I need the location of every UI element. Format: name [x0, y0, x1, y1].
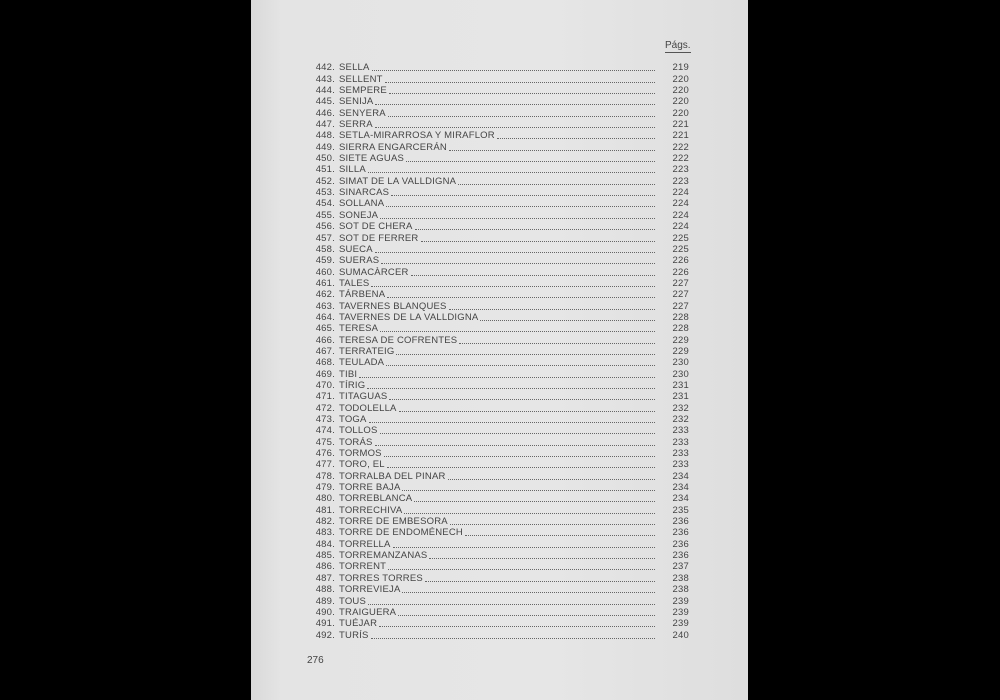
dot-leader — [372, 70, 655, 71]
dot-leader — [398, 615, 655, 616]
entry-number: 466. — [315, 334, 335, 346]
index-entry — [301, 278, 689, 289]
index-entry — [301, 380, 689, 391]
dot-leader — [375, 252, 655, 253]
entry-number: 459. — [315, 255, 335, 267]
dot-leader — [480, 320, 655, 321]
entry-name: TURÍS — [339, 629, 369, 641]
index-entry — [301, 96, 689, 107]
dot-leader — [388, 116, 655, 117]
index-entry — [301, 550, 689, 561]
entry-page: 228 — [672, 323, 689, 335]
entry-name: TOUS — [339, 595, 367, 607]
index-entry — [301, 448, 689, 459]
entry-name: SOT DE FERRER — [339, 232, 419, 244]
entry-page: 220 — [672, 107, 689, 119]
entry-name: TORRECHIVA — [339, 504, 403, 516]
index-entry — [301, 289, 689, 300]
entry-name: TÍRIG — [339, 379, 366, 391]
index-entry — [301, 436, 689, 447]
index-entry — [301, 175, 689, 186]
dot-leader — [368, 604, 655, 605]
entry-page: 222 — [672, 153, 689, 165]
entry-number: 448. — [315, 130, 335, 142]
entry-number: 476. — [315, 448, 335, 460]
dot-leader — [387, 467, 655, 468]
entry-name: TODOLELLA — [339, 402, 397, 414]
dot-leader — [411, 275, 655, 276]
entry-page: 236 — [672, 550, 689, 562]
entry-page: 223 — [672, 175, 689, 187]
entry-number: 483. — [315, 527, 335, 539]
entry-name: SENIJA — [339, 96, 374, 108]
index-entry — [301, 572, 689, 583]
entry-page: 239 — [672, 606, 689, 618]
entry-page: 224 — [672, 209, 689, 221]
entry-number: 446. — [315, 107, 335, 119]
entry-name: TORREMANZANAS — [339, 550, 428, 562]
index-list — [301, 62, 689, 641]
dot-leader — [465, 535, 655, 536]
entry-number: 445. — [315, 96, 335, 108]
index-entry — [301, 391, 689, 402]
dot-leader — [369, 422, 655, 423]
entry-number: 461. — [315, 277, 335, 289]
index-entry — [301, 62, 689, 73]
entry-name: SOT DE CHERA — [339, 221, 413, 233]
entry-name: SELLENT — [339, 73, 383, 85]
entry-number: 451. — [315, 164, 335, 176]
dot-leader — [388, 569, 655, 570]
entry-number: 458. — [315, 243, 335, 255]
entry-name: TORRE BAJA — [339, 482, 401, 494]
entry-name: TITAGUAS — [339, 391, 388, 403]
index-entry — [301, 107, 689, 118]
entry-page: 221 — [672, 130, 689, 142]
entry-number: 464. — [315, 311, 335, 323]
entry-name: SUMACÀRCER — [339, 266, 409, 278]
dot-leader — [368, 172, 655, 173]
dot-leader — [371, 286, 655, 287]
entry-page: 229 — [672, 334, 689, 346]
entry-number: 474. — [315, 425, 335, 437]
index-entry — [301, 255, 689, 266]
entry-page: 239 — [672, 595, 689, 607]
entry-number: 485. — [315, 550, 335, 562]
entry-page: 225 — [672, 232, 689, 244]
entry-page: 240 — [672, 629, 689, 641]
entry-name: TORRELLA — [339, 538, 391, 550]
entry-number: 463. — [315, 300, 335, 312]
entry-name: SUECA — [339, 243, 373, 255]
index-entry — [301, 618, 689, 629]
entry-name: TORRENT — [339, 561, 387, 573]
dot-leader — [402, 490, 655, 491]
index-entry — [301, 266, 689, 277]
entry-page: 230 — [672, 368, 689, 380]
dot-leader — [386, 206, 655, 207]
dot-leader — [386, 365, 655, 366]
entry-number: 487. — [315, 572, 335, 584]
dot-leader — [450, 524, 655, 525]
entry-number: 479. — [315, 482, 335, 494]
entry-name: TERESA DE COFRENTES — [339, 334, 458, 346]
entry-name: SIERRA ENGARCERÁN — [339, 141, 447, 153]
dot-leader — [389, 93, 655, 94]
entry-number: 455. — [315, 209, 335, 221]
dot-leader — [380, 218, 655, 219]
index-entry — [301, 164, 689, 175]
index-entry — [301, 482, 689, 493]
dot-leader — [371, 638, 656, 639]
entry-name: TORRE DE EMBESORA — [339, 516, 448, 528]
entry-page: 219 — [672, 62, 689, 74]
entry-page: 220 — [672, 85, 689, 97]
entry-name: TORÁS — [339, 436, 373, 448]
entry-name: TRAIGUERA — [339, 606, 397, 618]
entry-name: SELLA — [339, 62, 370, 74]
index-entry — [301, 504, 689, 515]
entry-page: 224 — [672, 198, 689, 210]
entry-number: 467. — [315, 345, 335, 357]
entry-number: 454. — [315, 198, 335, 210]
entry-page: 229 — [672, 345, 689, 357]
entry-name: TORO, EL — [339, 459, 385, 471]
dot-leader — [448, 479, 655, 480]
entry-page: 234 — [672, 493, 689, 505]
book-page — [251, 0, 748, 700]
entry-number: 447. — [315, 119, 335, 131]
index-entry — [301, 516, 689, 527]
dot-leader — [449, 150, 655, 151]
dot-leader — [375, 445, 655, 446]
index-entry — [301, 402, 689, 413]
entry-page: 226 — [672, 266, 689, 278]
entry-name: SENYERA — [339, 107, 386, 119]
entry-page: 236 — [672, 538, 689, 550]
dot-leader — [399, 411, 655, 412]
entry-number: 484. — [315, 538, 335, 550]
entry-name: SILLA — [339, 164, 366, 176]
dot-leader — [389, 399, 655, 400]
entry-name: SUERAS — [339, 255, 380, 267]
entry-page: 220 — [672, 73, 689, 85]
entry-name: TORREBLANCA — [339, 493, 413, 505]
entry-name: SOLLANA — [339, 198, 385, 210]
index-entry — [301, 346, 689, 357]
dot-leader — [406, 161, 655, 162]
index-entry — [301, 561, 689, 572]
entry-name: SIMAT DE LA VALLDIGNA — [339, 175, 457, 187]
entry-name: SEMPERE — [339, 85, 387, 97]
entry-name: TORRALBA DEL PINAR — [339, 470, 446, 482]
entry-name: SERRA — [339, 119, 373, 131]
entry-number: 488. — [315, 584, 335, 596]
dot-leader — [367, 388, 655, 389]
entry-page: 224 — [672, 187, 689, 199]
entry-name: TORMOS — [339, 448, 382, 460]
entry-number: 453. — [315, 187, 335, 199]
entry-page: 234 — [672, 470, 689, 482]
dot-leader — [385, 82, 655, 83]
entry-name: SETLA-MIRARROSA Y MIRAFLOR — [339, 130, 495, 142]
pages-column-header: Págs. — [665, 40, 691, 51]
entry-page: 238 — [672, 584, 689, 596]
entry-page: 239 — [672, 618, 689, 630]
dot-leader — [458, 184, 655, 185]
entry-name: TORRE DE ENDOMÉNECH — [339, 527, 463, 539]
index-entry — [301, 595, 689, 606]
dot-leader — [375, 104, 655, 105]
entry-number: 456. — [315, 221, 335, 233]
entry-number: 457. — [315, 232, 335, 244]
entry-page: 225 — [672, 243, 689, 255]
index-entry — [301, 368, 689, 379]
index-entry — [301, 221, 689, 232]
index-entry — [301, 119, 689, 130]
dot-leader — [387, 297, 655, 298]
entry-number: 491. — [315, 618, 335, 630]
entry-number: 475. — [315, 436, 335, 448]
index-entry — [301, 357, 689, 368]
index-entry — [301, 187, 689, 198]
entry-page: 233 — [672, 436, 689, 448]
entry-page: 238 — [672, 572, 689, 584]
index-entry — [301, 73, 689, 84]
dot-leader — [393, 547, 655, 548]
dot-leader — [359, 377, 655, 378]
entry-page: 232 — [672, 414, 689, 425]
entry-number: 472. — [315, 402, 335, 414]
entry-name: SONEJA — [339, 209, 379, 221]
dot-leader — [380, 331, 655, 332]
dot-leader — [414, 501, 655, 502]
entry-number: 489. — [315, 595, 335, 607]
index-entry — [301, 584, 689, 595]
entry-number: 471. — [315, 391, 335, 403]
entry-number: 470. — [315, 379, 335, 391]
entry-name: TIBI — [339, 368, 358, 380]
index-entry — [301, 425, 689, 436]
index-entry — [301, 323, 689, 334]
entry-name: TEULADA — [339, 357, 385, 369]
entry-page: 227 — [672, 289, 689, 301]
dot-leader — [391, 195, 655, 196]
entry-page: 236 — [672, 516, 689, 528]
entry-number: 477. — [315, 459, 335, 471]
entry-page: 228 — [672, 311, 689, 323]
index-entry — [301, 232, 689, 243]
dot-leader — [381, 263, 655, 264]
entry-name: TUÉJAR — [339, 618, 378, 630]
dot-leader — [402, 592, 655, 593]
entry-page: 231 — [672, 379, 689, 391]
index-entry — [301, 130, 689, 141]
entry-page: 233 — [672, 448, 689, 460]
dot-leader — [415, 229, 656, 230]
index-entry — [301, 244, 689, 255]
entry-number: 444. — [315, 85, 335, 97]
entry-number: 443. — [315, 73, 335, 85]
entry-page: 235 — [672, 504, 689, 516]
entry-number: 473. — [315, 414, 335, 425]
page-number: 276 — [307, 655, 324, 666]
dot-leader — [384, 456, 655, 457]
entry-number: 449. — [315, 141, 335, 153]
entry-page: 234 — [672, 482, 689, 494]
index-entry — [301, 459, 689, 470]
entry-page: 230 — [672, 357, 689, 369]
dot-leader — [404, 513, 655, 514]
entry-number: 442. — [315, 62, 335, 74]
dot-leader — [497, 138, 655, 139]
entry-page: 227 — [672, 277, 689, 289]
index-entry — [301, 209, 689, 220]
entry-name: TERRATEIG — [339, 345, 395, 357]
entry-name: SIETE AGUAS — [339, 153, 405, 165]
entry-name: TOLLOS — [339, 425, 378, 437]
entry-number: 469. — [315, 368, 335, 380]
index-entry — [301, 470, 689, 481]
dot-leader — [421, 241, 656, 242]
index-entry — [301, 607, 689, 618]
dot-leader — [459, 343, 655, 344]
index-entry — [301, 141, 689, 152]
dot-leader — [375, 127, 655, 128]
index-entry — [301, 527, 689, 538]
entry-page: 221 — [672, 119, 689, 131]
entry-page: 224 — [672, 221, 689, 233]
entry-page: 226 — [672, 255, 689, 267]
entry-number: 486. — [315, 561, 335, 573]
entry-number: 482. — [315, 516, 335, 528]
entry-number: 480. — [315, 493, 335, 505]
entry-number: 481. — [315, 504, 335, 516]
entry-page: 222 — [672, 141, 689, 153]
entry-page: 233 — [672, 459, 689, 471]
entry-page: 236 — [672, 527, 689, 539]
index-entry — [301, 493, 689, 504]
dot-leader — [380, 433, 655, 434]
dot-leader — [429, 558, 655, 559]
entry-number: 468. — [315, 357, 335, 369]
entry-number: 478. — [315, 470, 335, 482]
entry-page: 232 — [672, 402, 689, 414]
entry-number: 460. — [315, 266, 335, 278]
index-entry — [301, 300, 689, 311]
entry-number: 465. — [315, 323, 335, 335]
entry-name: TOGA — [339, 414, 367, 425]
index-entry — [301, 629, 689, 640]
entry-page: 233 — [672, 425, 689, 437]
entry-page: 220 — [672, 96, 689, 108]
entry-name: TORREVIEJA — [339, 584, 401, 596]
entry-name: TÁRBENA — [339, 289, 386, 301]
entry-page: 231 — [672, 391, 689, 403]
entry-number: 462. — [315, 289, 335, 301]
entry-name: TERESA — [339, 323, 379, 335]
entry-number: 490. — [315, 606, 335, 618]
dot-leader — [396, 354, 655, 355]
dot-leader — [425, 581, 655, 582]
entry-name: TORRES TORRES — [339, 572, 423, 584]
index-entry — [301, 312, 689, 323]
dot-leader — [449, 309, 655, 310]
entry-name: SINARCAS — [339, 187, 390, 199]
entry-name: TAVERNES BLANQUES — [339, 300, 447, 312]
entry-page: 227 — [672, 300, 689, 312]
entry-number: 492. — [315, 629, 335, 641]
index-entry — [301, 198, 689, 209]
entry-name: TAVERNES DE LA VALLDIGNA — [339, 311, 479, 323]
index-entry — [301, 334, 689, 345]
dot-leader — [379, 626, 655, 627]
entry-page: 223 — [672, 164, 689, 176]
index-entry — [301, 153, 689, 164]
entry-page: 237 — [672, 561, 689, 573]
index-entry — [301, 414, 689, 425]
entry-number: 450. — [315, 153, 335, 165]
index-entry — [301, 538, 689, 549]
index-entry — [301, 85, 689, 96]
entry-number: 452. — [315, 175, 335, 187]
entry-name: TALES — [339, 277, 370, 289]
